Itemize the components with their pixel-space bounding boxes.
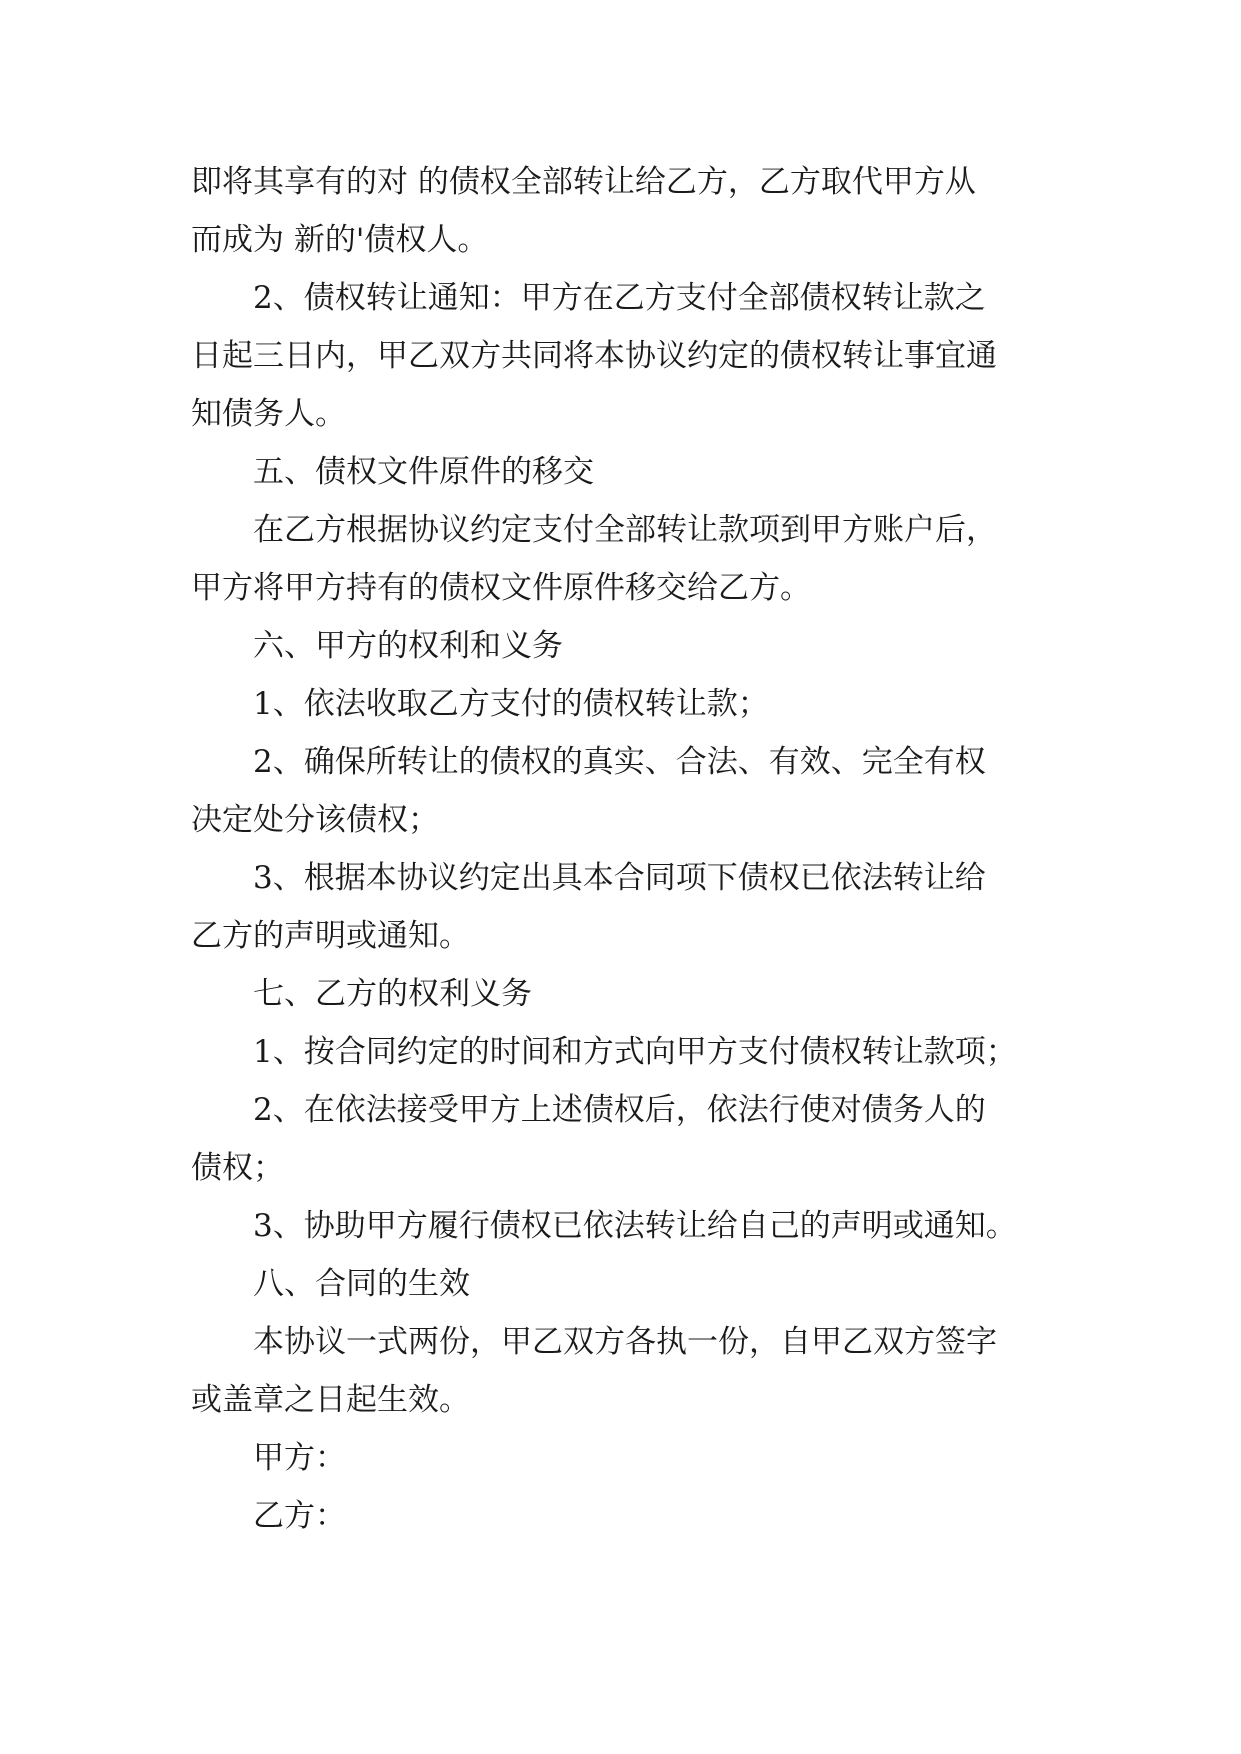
text-line: 3、根据本协议约定出具本合同项下债权已依法转让给: [253, 860, 986, 896]
text-line: 甲方将甲方持有的债权文件原件移交给乙方。: [191, 570, 811, 606]
text-line: 乙方的声明或通知。: [191, 918, 470, 954]
text-line: 1、依法收取乙方支付的债权转让款；: [253, 686, 769, 722]
section-heading: 七、乙方的权利义务: [253, 976, 532, 1012]
section-heading: 六、甲方的权利和义务: [253, 628, 563, 664]
party-b-signature-label: 乙方：: [253, 1498, 346, 1534]
section-heading: 八、合同的生效: [253, 1266, 470, 1302]
text-line: 日起三日内，甲乙双方共同将本协议约定的债权转让事宜通: [191, 338, 997, 374]
text-line: 即将其享有的对 的债权全部转让给乙方，乙方取代甲方从: [191, 164, 976, 200]
text-line: 本协议一式两份，甲乙双方各执一份，自甲乙双方签字: [253, 1324, 997, 1360]
text-line: 而成为 新的'债权人。: [191, 222, 489, 258]
text-line: 2、债权转让通知：甲方在乙方支付全部债权转让款之: [253, 280, 986, 316]
text-line: 2、确保所转让的债权的真实、合法、有效、完全有权: [253, 744, 986, 780]
text-line: 2、在依法接受甲方上述债权后，依法行使对债务人的: [253, 1092, 986, 1128]
text-line: 决定处分该债权；: [191, 802, 439, 838]
text-line: 在乙方根据协议约定支付全部转让款项到甲方账户后，: [253, 512, 997, 548]
text-line: 知债务人。: [191, 396, 346, 432]
text-line: 或盖章之日起生效。: [191, 1382, 470, 1418]
section-heading: 五、债权文件原件的移交: [253, 454, 594, 490]
text-line: 3、协助甲方履行债权已依法转让给自己的声明或通知。: [253, 1208, 1017, 1244]
text-line: 债权；: [191, 1150, 284, 1186]
party-a-signature-label: 甲方：: [253, 1440, 346, 1476]
text-line: 1、按合同约定的时间和方式向甲方支付债权转让款项；: [253, 1034, 1017, 1070]
